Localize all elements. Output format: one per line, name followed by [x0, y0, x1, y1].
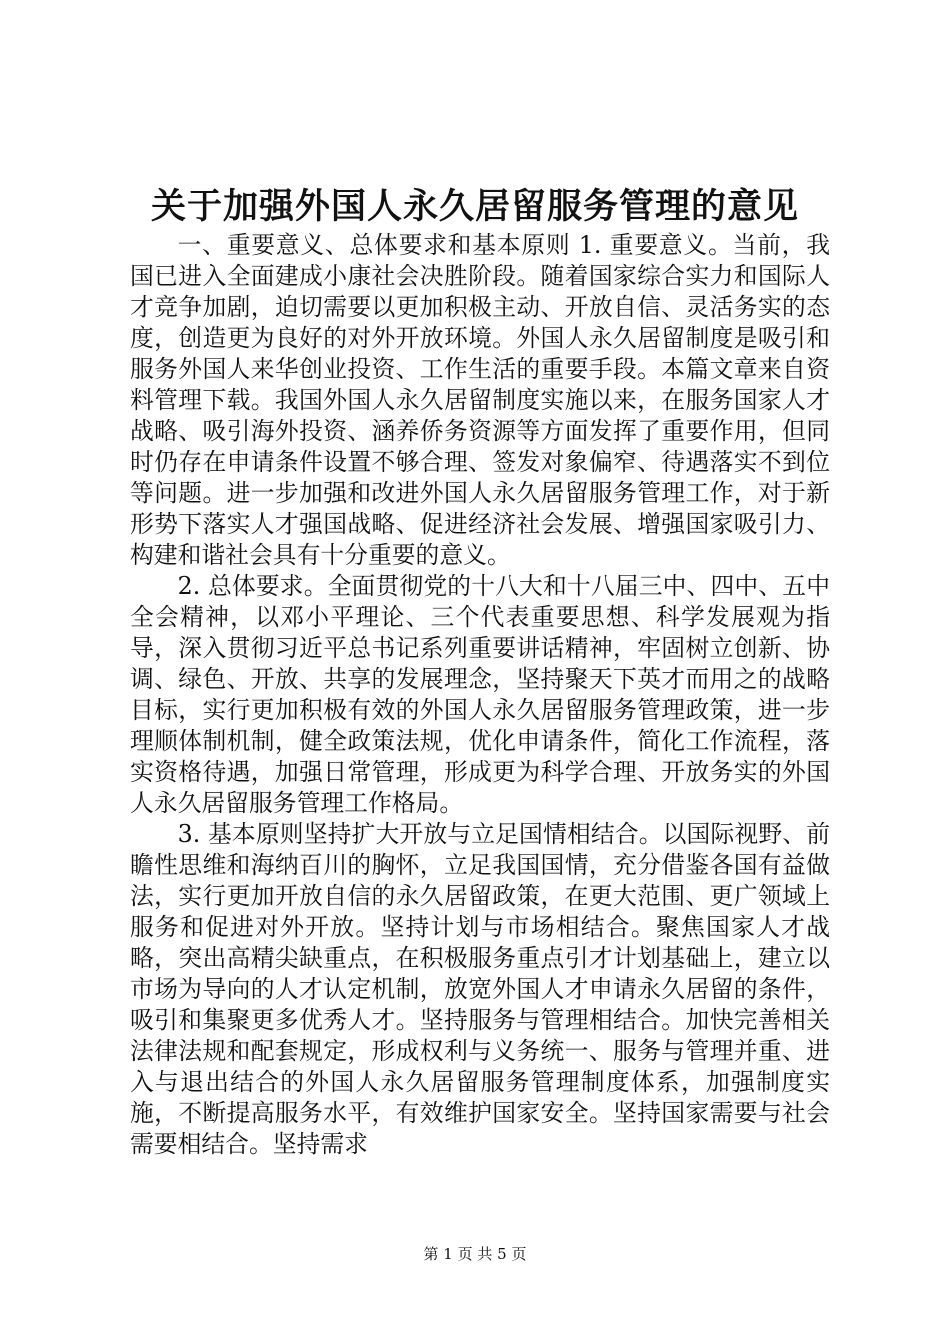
- paragraph-1: 一、重要意义、总体要求和基本原则 1. 重要意义。当前，我国已进入全面建成小康社会决胜阶段。随着国家综合实力和国际人才竞争加剧，迫切需要以更加积极主动、开放自信、灵活务实的态度，创造更为良好的对外开放环境。外国人永久居留制度是吸引和服务外国人来华创业投资、工作生活的重要手段。本篇文章来自资料管理下载。我国外国人永久居留制度实施以来，在服务国家人才战略、吸引海外投资、涵养侨务资源等方面发挥了重要作用，但同时仍存在申请条件设置不够合理、签发对象偏窄、待遇落实不到位等问题。进一步加强和改进外国人永久居留服务管理工作，对于新形势下落实人才强国战略、促进经济社会发展、增强国家吸引力、构建和谐社会具有十分重要的意义。: [130, 231, 830, 569]
- page-number-footer: 第 1 页 共 5 页: [423, 1245, 527, 1263]
- document-body: [130, 230, 830, 1160]
- paragraph-2: 2. 总体要求。全面贯彻党的十八大和十八届三中、四中、五中全会精神，以邓小平理论、三个代表重要思想、科学发展观为指导，深入贯彻习近平总书记系列重要讲话精神，牢固树立创新、协调、绿色、开放、共享的发展理念，坚持聚天下英才而用之的战略目标，实行更加积极有效的外国人永久居留服务管理政策，进一步理顺体制机制，健全政策法规，优化申请条件，简化工作流程，落实资格待遇，加强日常管理，形成更为科学合理、开放务实的外国人永久居留服务管理工作格局。: [130, 572, 830, 817]
- paragraph-3: 3. 基本原则坚持扩大开放与立足国情相结合。以国际视野、前瞻性思维和海纳百川的胸怀，立足我国国情，充分借鉴各国有益做法，实行更加开放自信的永久居留政策，在更大范围、更广领域上服务和促进对外开放。坚持计划与市场相结合。聚焦国家人才战略，突出高精尖缺重点，在积极服务重点引才计划基础上，建立以市场为导向的人才认定机制，放宽外国人才申请永久居留的条件，吸引和集聚更多优秀人才。坚持服务与管理相结合。加快完善相关法律法规和配套规定，形成权利与义务统一、服务与管理并重、进入与退出结合的外国人永久居留服务管理制度体系，加强制度实施，不断提高服务水平，有效维护国家安全。坚持国家需要与社会需要相结合。坚持需求: [130, 820, 830, 1158]
- document-title: 关于加强外国人永久居留服务管理的意见: [150, 186, 799, 227]
